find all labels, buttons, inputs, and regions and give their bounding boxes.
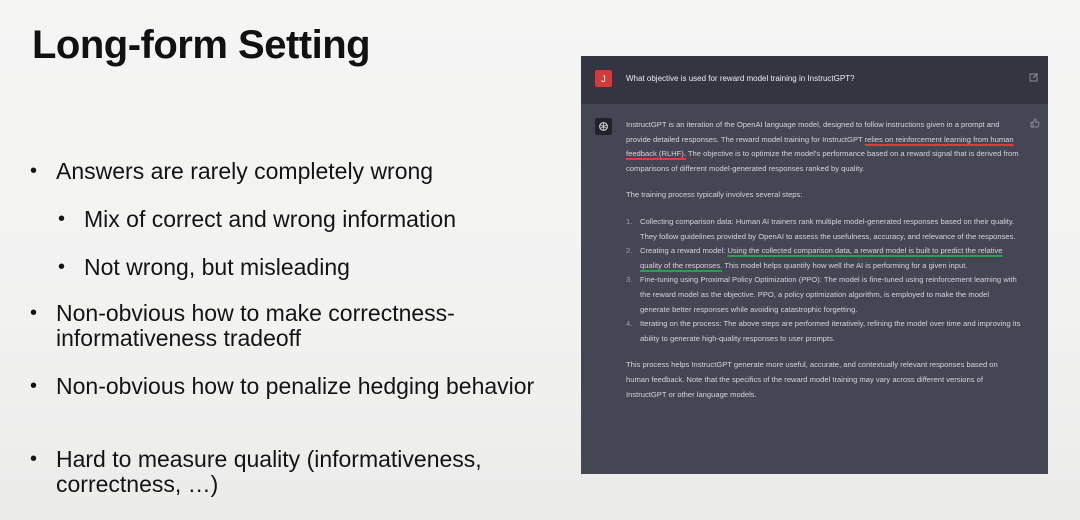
assistant-message [581, 104, 1048, 474]
sub-bullet-item: • Mix of correct and wrong information [58, 207, 564, 232]
openai-logo-icon [595, 118, 612, 135]
answer-paragraph: The training process typically involves several steps: [626, 190, 803, 200]
highlighted-text: relies on reinforcement learning from human feedback (RLHF). [626, 134, 1014, 159]
step-item: 2. Creating a reward model: Using the collected comparison data, a reward model is built to predict the relative quality of the responses. This model helps quantify how well the AI is performing for a given input. [626, 246, 1003, 270]
chatgpt-screenshot [581, 56, 1048, 474]
thumbs-up-icon[interactable] [1030, 118, 1040, 128]
highlighted-text: Using the collected comparison data, a reward model is built to predict the relative quality of the responses. [640, 246, 1003, 270]
step-item: 3. Fine-tuning using Proximal Policy Optimization (PPO): The model is fine-tuned using reinforcement learning with the reward model as the objective. PPO, a policy optimization algorithm, is employed to make the model generate better responses while avoiding catastrophic forgetting. [626, 275, 1017, 314]
user-avatar: J [595, 70, 612, 87]
bullet-text: Non-obvious how to make correctness-informativeness tradeoff [56, 300, 455, 352]
bullet-item: • Hard to measure quality (informativeness, correctness, …) [30, 447, 536, 498]
assistant-answer [626, 118, 1021, 414]
bullet-text: Non-obvious how to penalize hedging behavior [56, 373, 535, 399]
user-question: What objective is used for reward model training in InstructGPT? [626, 74, 855, 83]
answer-paragraph: This process helps InstructGPT generate more useful, accurate, and contextually relevant responses based on human feedback. Note that the specifics of the reward model training may vary across different versions of InstructGPT or other language models. [626, 360, 998, 399]
answer-paragraph: InstructGPT is an iteration of the OpenAI language model, designed to follow instructions given in a prompt and provide detailed responses. The reward model training for InstructGPT relies on reinforcement learning from human feedback (RLHF). The objective is to optimize the model's performance based on a reward signal that is derived from comparisons of different model-generated responses ranked by quality. [626, 120, 1019, 173]
bullet-text: Answers are rarely completely wrong [56, 158, 434, 184]
bullet-item: • Answers are rarely completely wrong [30, 159, 536, 184]
bullet-text: Mix of correct and wrong information [84, 206, 456, 232]
bullet-text: Not wrong, but misleading [84, 254, 350, 280]
user-message [581, 56, 1048, 105]
bullet-item: • Non-obvious how to make correctness-informativeness tradeoff [30, 301, 536, 352]
slide-title: Long-form Setting [32, 23, 371, 67]
bullet-item: • Non-obvious how to penalize hedging behavior [30, 373, 535, 399]
edit-icon[interactable] [1029, 72, 1039, 82]
step-item: 4. Iterating on the process: The above steps are performed iteratively, refining the model over time and improving its ability to generate high-quality responses to user prompts. [626, 319, 1021, 343]
bullet-text: Hard to measure quality (informativeness, correctness, …) [56, 446, 482, 498]
sub-bullet-item: • Not wrong, but misleading [58, 255, 564, 280]
steps-list [626, 215, 1021, 346]
step-item: 1. Collecting comparison data: Human AI trainers rank multiple model-generated responses based on their quality. They follow guidelines provided by OpenAI to assess the usefulness, accuracy, and relevance of the responses. [626, 216, 1016, 241]
